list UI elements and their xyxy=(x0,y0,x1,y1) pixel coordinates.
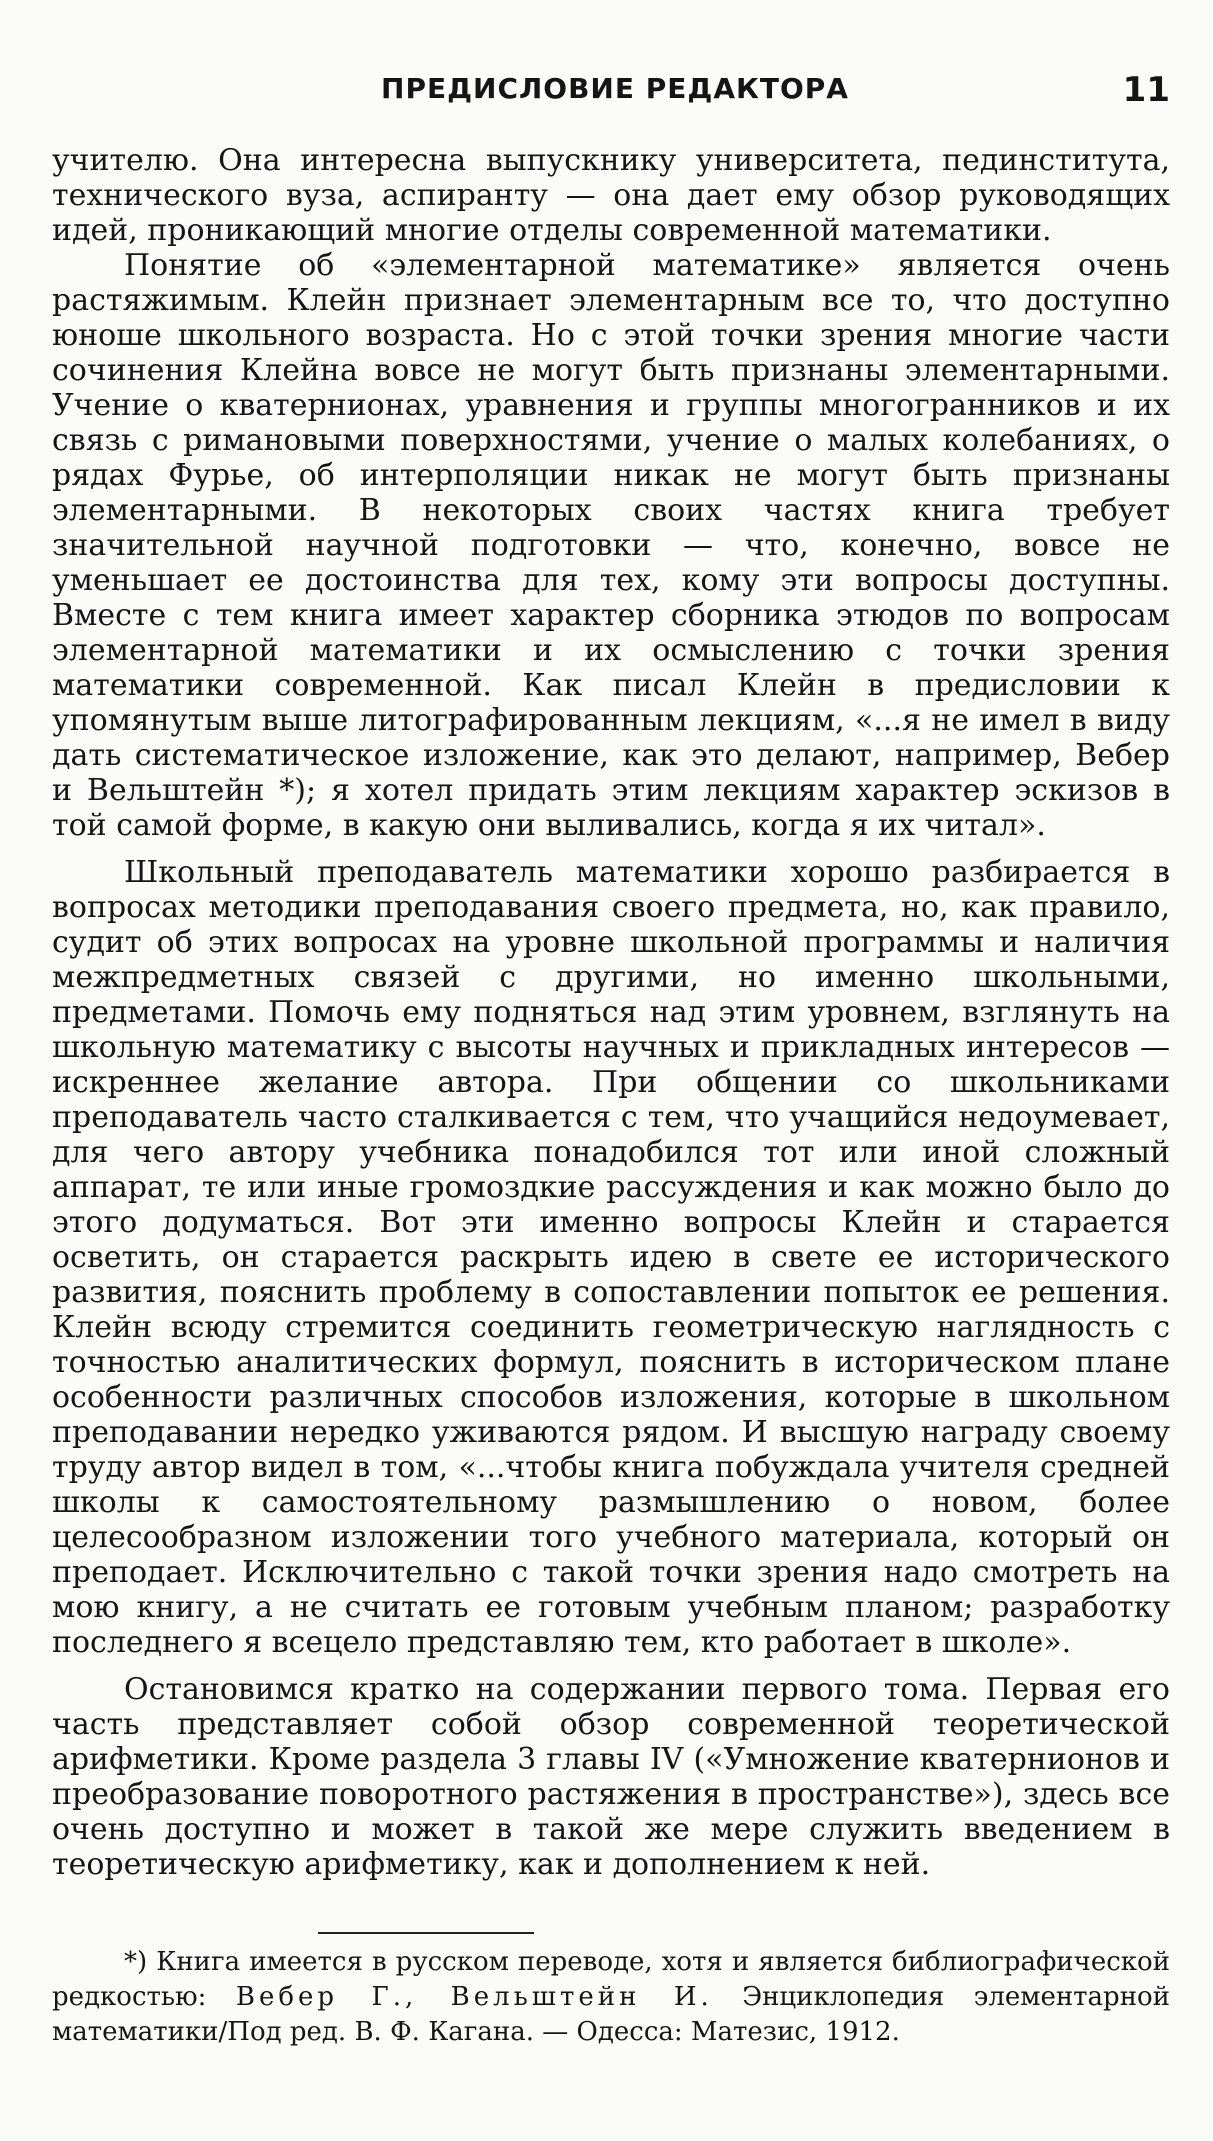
running-head xyxy=(60,70,1170,114)
page-number: 11 xyxy=(1122,70,1170,110)
paragraph-school-teacher: Школьный преподаватель математики хорошо разбирается в вопросах методики преподавания своего предмета, но, как правило, судит об этих вопросах на уровне школьной программы и наличия межпредметных связей с другими, но именно школьными, предметами. Помочь ему подняться над этим уровнем, взглянуть на школьную математику с высоты научных и прикладных интересов — искреннее желание автора. При общении со школьниками преподаватель часто сталкивается с тем, что учащийся недоумевает, для чего автору учебника понадобился тот или иной сложный аппарат, те или иные громоздкие рассуждения и как можно было до этого додуматься. Вот эти именно вопросы Клейн и старается осветить, он старается раскрыть идею в свете ее исторического развития, пояснить проблему в сопоставлении попыток ее решения. Клейн всюду стремится соединить геометрическую наглядность с точностью аналитических формул, пояснить в историческом плане особенности различных способов изложения, которые в школьном преподавании нередко уживаются рядом. И высшую награду своему труду автор видел в том, «...чтобы книга побуждала учителя средней школы к самостоятельному размышлению о новом, более целесообразном изложении того учебного материала, который он преподает. Исключительно с такой точки зрения надо смотреть на мою книгу, а не считать ее готовым учебным планом; разработку последнего я всецело представляю тем, кто работает в школе». xyxy=(52,855,1170,1660)
paragraph-elementary-math: Понятие об «элементарной математике» является очень растяжимым. Клейн признает элементарным все то, что доступно юноше школьного возраста. Но с этой точки зрения многие части сочинения Клейна вовсе не могут быть признаны элементарными. Учение о кватернионах, уравнения и группы многогранников и их связь с римановыми поверхностями, учение о малых колебаниях, о рядах Фурье, об интерполяции никак не могут быть признаны элементарными. В некоторых своих частях книга требует значительной научной подготовки — что, конечно, вовсе не уменьшает ее достоинства для тех, кому эти вопросы доступны. Вместе с тем книга имеет характер сборника этюдов по вопросам элементарной математики и их осмыслению с точки зрения математики современной. Как писал Клейн в предисловии к упомянутым выше литографированным лекциям, «...я не имел в виду дать систематическое изложение, как это делают, например, Вебер и Вельштейн *); я хотел придать этим лекциям характер эскизов в той самой форме, в какую они выливались, когда я их читал». xyxy=(52,248,1170,843)
footnote-text-before: Книга имеется в русском переводе, хотя и является библиографической редкостью: xyxy=(52,1947,1171,2012)
body-text xyxy=(52,143,1170,1882)
paragraph-first-volume: Остановимся кратко на содержании первого тома. Первая его часть представляет собой обзор современной теоретической арифметики. Кроме раздела 3 главы IV («Умножение кватернионов и преобразование поворотного растяжения в пространстве»), здесь все очень доступно и может в такой же мере служить введением в теоретическую арифметику, как и дополнением к ней. xyxy=(52,1672,1170,1882)
footnote xyxy=(52,1945,1170,2050)
footnote-text-after: Энциклопедия элементарной математики/Под ред. В. Ф. Кагана. — Одесса: Матезис, 1912. xyxy=(52,1982,1170,2047)
footnote-authors: Вебер Г., Вельштейн И. xyxy=(235,1982,713,2012)
page-title: ПРЕДИСЛОВИЕ РЕДАКТОРА xyxy=(381,72,849,105)
footnote-marker: *) xyxy=(124,1947,148,1977)
footnote-divider xyxy=(318,1932,534,1934)
paragraph-continuation: учителю. Она интересна выпускнику университета, пединститута, технического вуза, аспиранту — она дает ему обзор руководящих идей, проникающий многие отделы современной математики. xyxy=(52,143,1170,248)
